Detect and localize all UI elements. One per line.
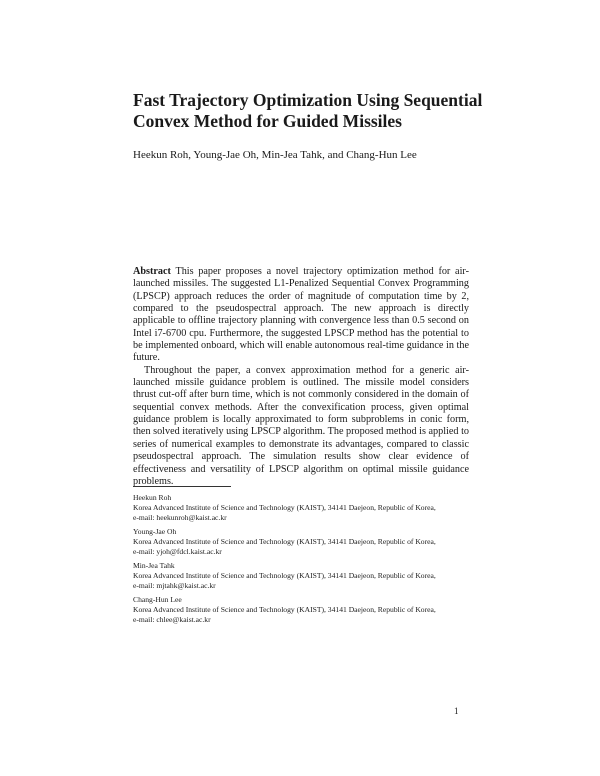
affiliation-block [133, 561, 469, 591]
abstract-section [133, 266, 469, 488]
affiliation-name: Young-Jae Oh [133, 527, 177, 537]
affiliation-block [133, 493, 469, 523]
affiliation-institution: Korea Advanced Institute of Science and Technology (KAIST), 34141 Daejeon, Republic of Korea, [133, 537, 436, 547]
abstract-paragraph-2: Throughout the paper, a convex approximation method for a generic air-launched missile guidance problem is outlined. The missile model considers thrust cut-off after burn time, which is not commonly considered in the domain of sequential convex methods. After the convexification process, given optimal guidance problem is locally approximated to form subproblems in conic form, then solved iteratively using LPSCP algorithm. The proposed method is applied to series of numerical examples to demonstrate its advantages, compared to classic pseudospectral approach. The simulation results show clear evidence of effectiveness and versatility of LPSCP algorithm on optimal missile guidance problems. [133, 364, 469, 487]
page-number: 1 [454, 706, 459, 716]
affiliation-email: e-mail: heekunroh@kaist.ac.kr [133, 513, 227, 523]
affiliation-block [133, 595, 469, 625]
affiliations [133, 493, 469, 629]
affiliation-name: Heekun Roh [133, 493, 172, 502]
affiliation-institution: Korea Advanced Institute of Science and Technology (KAIST), 34141 Daejeon, Republic of Korea, [133, 571, 436, 581]
affiliation-email: e-mail: mjtahk@kaist.ac.kr [133, 581, 216, 591]
abstract-paragraph-1-text: This paper proposes a novel trajectory optimization method for air-launched missiles. The suggested L1-Penalized Sequential Convex Programming (LPSCP) approach reduces the order of magnitude of computation time by 2, compared to the pseudospectral approach. The new approach is directly applicable to offline trajectory planning with convergence less than 0.5 second on Intel i7-6700 cpu. Furthermore, the suggested LPSCP method has the potential to be implemented onboard, which will enable autonomous real-time guidance in the future. [133, 266, 469, 364]
abstract-paragraph-1 [133, 266, 469, 365]
footnote-rule [133, 486, 231, 487]
affiliation-institution: Korea Advanced Institute of Science and Technology (KAIST), 34141 Daejeon, Republic of Korea, [133, 503, 436, 513]
affiliation-name: Min-Jea Tahk [133, 561, 175, 571]
affiliation-email: e-mail: yjoh@fdcl.kaist.ac.kr [133, 547, 222, 557]
abstract-label: Abstract [133, 266, 171, 277]
affiliation-block [133, 527, 469, 557]
author-list: Heekun Roh, Young-Jae Oh, Min-Jea Tahk, and Chang-Hun Lee [133, 149, 417, 161]
affiliation-institution: Korea Advanced Institute of Science and Technology (KAIST), 34141 Daejeon, Republic of Korea, [133, 605, 436, 615]
affiliation-name: Chang-Hun Lee [133, 595, 182, 605]
paper-title: Fast Trajectory Optimization Using Sequential Convex Method for Guided Missiles [133, 90, 483, 131]
affiliation-email: e-mail: chlee@kaist.ac.kr [133, 615, 211, 625]
